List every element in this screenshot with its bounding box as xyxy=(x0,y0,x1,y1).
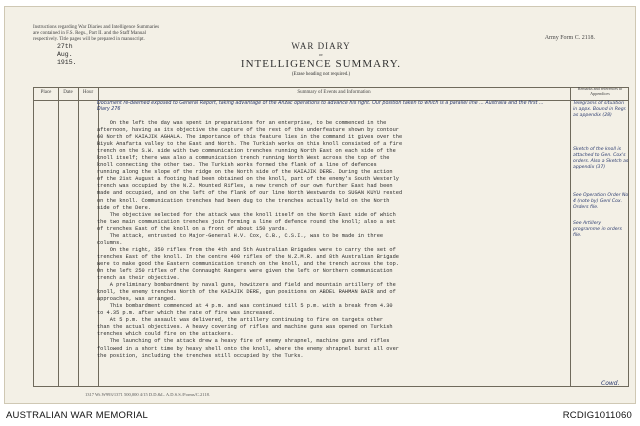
col-header-date: Date xyxy=(63,90,73,95)
summary-line: afternoon, having as its objective the capture of the rest of the underfeature shown by contour xyxy=(97,127,399,134)
remark-note: Sketch of the knoll is attached to Gen. Cox's orders. Also a Sketch as appendix (37) xyxy=(573,147,629,170)
remark-note: See Artillery programme in orders file. xyxy=(573,221,622,238)
summary-line: knoll connecting the other two. The Turkish works formed the flank of a line of defences xyxy=(97,162,377,169)
printer-imprint: 1317 Wt.W993/1371 500,000 4/15 D.D.&L. A.D.S.S./Forms/C.2118. xyxy=(85,392,211,397)
summary-line: trench was occupied by the N.Z. Mounted Rifles, a new trench of our own further East had been xyxy=(97,183,393,190)
instructions-note: Instructions regarding War Diaries and Intelligence Summaries are contained in F.S. Regs., Part II. and the Staff Manual respectively. Title pages will be prepared in manuscript. xyxy=(33,25,160,43)
summary-line: made and occupied, and on the left of the flank of our line North Westwards to SUGAN KUYU rested xyxy=(97,190,403,197)
army-form-number: Army Form C. 2118. xyxy=(544,35,595,41)
handwritten-annotation: Document re-deemed exposed to General Report, taking advantage of the Anzac operations to advance his right. Our position taken to which is a parallel line ... Australia and the first ... Diary 276 xyxy=(97,101,544,112)
summary-line: On the left 250 rifles of the Connaught Rangers were given the left or Northern communication xyxy=(97,267,393,274)
summary-line: the two main communication trenches join forming a line of defence round the knoll; also a set xyxy=(97,218,396,225)
column-divider xyxy=(570,88,571,386)
summary-line: The attack, entrusted to Major-General H.V. Cox, C.B., C.S.I., was to be made in three xyxy=(97,232,384,239)
summary-line: This bombardment commenced at 4 p.m. and was continued till 5 p.m. with a break from 4.30 xyxy=(97,303,393,310)
entry-date-month: Aug. xyxy=(57,51,73,58)
remark-note: Telegrams of situation in appx. Bound in Regr. as appendix (28) xyxy=(573,101,627,118)
heading-erase-note: (Erase heading not required.) xyxy=(291,72,351,77)
summary-text xyxy=(97,120,539,360)
col-header-remarks: Remarks and references to Appendices xyxy=(577,86,623,96)
summary-line: trenches East of the knoll. In the centre 400 rifles of the N.Z.M.R. and 8th Australian Brigade xyxy=(97,253,399,260)
diary-page xyxy=(4,6,636,404)
archive-caption: AUSTRALIAN WAR MEMORIAL xyxy=(6,410,149,421)
summary-line: on the knoll. Communication trenches had been dug to the trenches actually held on the North xyxy=(97,197,390,204)
archive-reference: RCDIG1011060 xyxy=(562,410,632,421)
col-header-summary: Summary of Events and Information xyxy=(297,90,371,95)
heading-or: or xyxy=(319,52,323,57)
summary-line: trenches which could fire on the attackers. xyxy=(97,331,234,338)
summary-line: side of the Dere. xyxy=(97,204,152,211)
summary-line: knoll itself; there was also a communication trench running North West across the top of the xyxy=(97,155,390,162)
entry-date xyxy=(57,43,77,67)
col-header-place: Place xyxy=(40,90,52,95)
summary-line: followed in a short time by heavy shell onto the knoll, where the enemy shrapnel burst all over xyxy=(97,345,399,352)
summary-line: of trenches East of the knoll on a front of about 150 yards. xyxy=(97,225,288,232)
summary-line: to 4.35 p.m. after which the rate of fire was increased. xyxy=(97,310,276,317)
entry-date-day: 27th xyxy=(57,43,73,50)
remarks-column xyxy=(573,101,629,247)
summary-line: were to make good the Eastern communication trench on the knoll, and the trench across the top. xyxy=(97,260,399,267)
remark-note: See Operation Order No 4 (note by) Genl Cox. Orders file. xyxy=(573,193,629,210)
entry-date-year: 1915. xyxy=(57,59,77,66)
summary-line: At 5 p.m. the assault was delivered, the artillery continuing to fire on targets other xyxy=(97,317,384,324)
summary-line: running along the slope of the ridge on the North side of the KAIAJIK DERE. During the action xyxy=(97,169,393,176)
column-divider xyxy=(78,88,79,386)
summary-line: trench as their objective. xyxy=(97,275,180,282)
summary-line: On the right, 350 rifles from the 4th and 5th Australian Brigades were to carry the set of xyxy=(97,246,396,253)
heading-war-diary: WAR DIARY xyxy=(291,41,351,51)
heading-intelligence-summary: INTELLIGENCE SUMMARY. xyxy=(240,58,402,70)
summary-line: 60 North of KAIAJIK AGHALA. The importance of this feature lies in the command it gives over the xyxy=(97,134,403,141)
column-divider xyxy=(58,88,59,386)
summary-line: Biyuk Anafarta valley to the East and North. The Turkish works on this knoll consisted of a fire xyxy=(97,141,403,148)
summary-line: approaches, was arranged. xyxy=(97,296,177,303)
summary-line: of the 21st August a footing had been obtained on the knoll, part of the enemy's South Westerly xyxy=(97,176,399,183)
summary-line: the position, including the trenches still occupied by the Turks. xyxy=(97,352,304,359)
summary-line: The launching of the attack drew a heavy fire of enemy shrapnel, machine guns and rifles xyxy=(97,338,390,345)
summary-line: A preliminary bombardment by naval guns, howitzers and field and mountain artillery of the xyxy=(97,282,396,289)
signature: Cowd. xyxy=(601,380,620,387)
summary-line: The objective selected for the attack was the knoll itself on the North East side of which xyxy=(97,211,396,218)
col-header-hour: Hour xyxy=(82,90,94,95)
summary-line: than the actual objectives. A heavy covering of rifles and machine guns was opened on Turkish xyxy=(97,324,393,331)
summary-line: On the left the day was spent in preparations for an enterprise, to be commenced in the xyxy=(97,120,387,126)
summary-line: knoll, the enemy trenches North of the KAIAJIK DERE, gun positions on ABDEL RAHMAN BAIR and of xyxy=(97,289,396,296)
summary-line: trench on the S.W. side with two communication trenches running North East on each side of the xyxy=(97,148,396,155)
summary-line: columns. xyxy=(97,239,123,246)
